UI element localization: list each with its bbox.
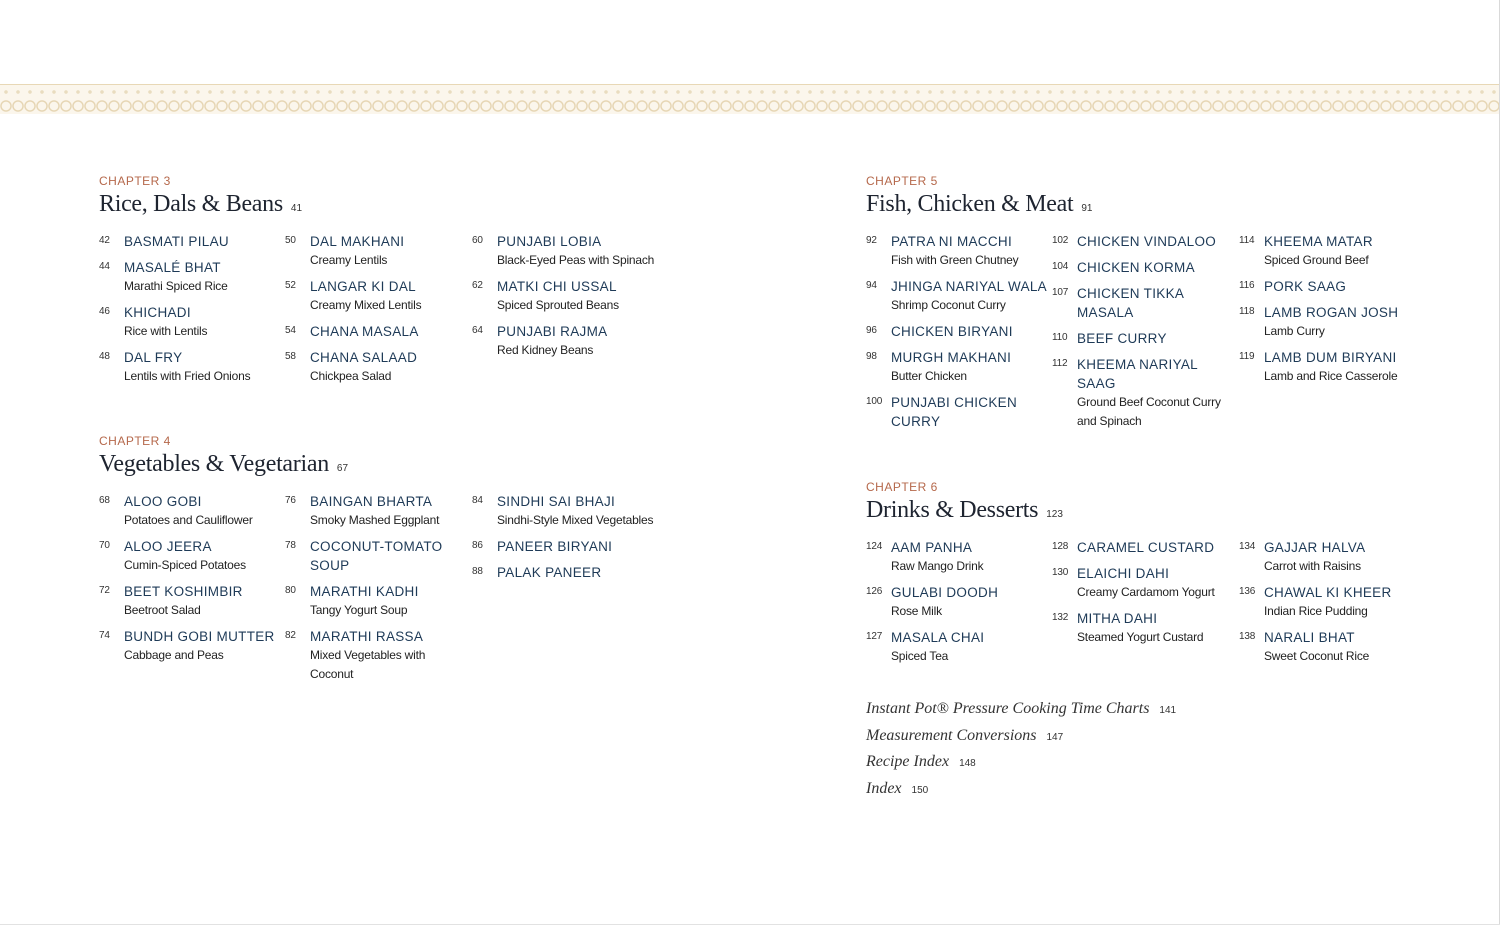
recipe-name: ALOO JEERA — [124, 539, 212, 554]
chapter-page-number: 123 — [1046, 509, 1063, 520]
recipe-entry[interactable] — [99, 258, 285, 296]
recipe-subtitle: Potatoes and Cauliflower — [124, 513, 253, 527]
recipe-name: BASMATI PILAU — [124, 234, 229, 249]
recipe-entry[interactable] — [1239, 628, 1425, 666]
chapter-page-number: 67 — [336, 463, 349, 474]
chapter-label: CHAPTER 6 — [866, 480, 938, 494]
recipe-subtitle: Creamy Lentils — [310, 253, 388, 267]
recipe-entry[interactable] — [866, 538, 1052, 576]
recipe-page-number: 62 — [472, 280, 483, 291]
recipe-page-number: 72 — [99, 585, 110, 596]
recipe-entry[interactable] — [285, 537, 471, 575]
recipe-subtitle: Rice with Lentils — [124, 324, 208, 338]
recipe-entry[interactable] — [1052, 284, 1238, 322]
recipe-name: BUNDH GOBI MUTTER — [124, 629, 275, 644]
recipe-entry[interactable] — [1052, 538, 1238, 557]
recipe-name: ELAICHI DAHI — [1077, 566, 1170, 581]
recipe-entry[interactable] — [866, 277, 1052, 315]
recipe-entry[interactable] — [1052, 609, 1238, 647]
appendix-page-number: 141 — [1159, 705, 1177, 716]
recipe-page-number: 64 — [472, 325, 483, 336]
recipe-name: COCONUT-TOMATO SOUP — [310, 539, 443, 573]
appendix-entry[interactable] — [866, 727, 1176, 754]
recipe-subtitle: Chickpea Salad — [310, 369, 392, 383]
recipe-subtitle: Marathi Spiced Rice — [124, 279, 228, 293]
recipe-subtitle: Raw Mango Drink — [891, 559, 984, 573]
recipe-name: MITHA DAHI — [1077, 611, 1158, 626]
recipe-page-number: 102 — [1052, 235, 1069, 246]
recipe-column — [1052, 232, 1238, 438]
recipe-name: DAL FRY — [124, 350, 183, 365]
recipe-page-number: 76 — [285, 495, 296, 506]
recipe-page-number: 68 — [99, 495, 110, 506]
recipe-page-number: 124 — [866, 541, 883, 552]
chapter-title: Fish, Chicken & Meat — [866, 191, 1074, 217]
recipe-name: BAINGAN BHARTA — [310, 494, 433, 509]
chapter-page-number: 91 — [1081, 203, 1093, 214]
recipe-entry[interactable] — [99, 303, 285, 341]
recipe-subtitle: Spiced Tea — [891, 649, 949, 663]
recipe-name: JHINGA NARIYAL WALA — [891, 279, 1047, 294]
recipe-column — [472, 232, 658, 367]
recipe-name: MASALÉ BHAT — [124, 260, 221, 275]
recipe-name: DAL MAKHANI — [310, 234, 405, 249]
recipe-page-number: 100 — [866, 396, 883, 407]
chapter-label: CHAPTER 3 — [99, 174, 171, 188]
appendix-entry[interactable] — [866, 700, 1176, 727]
recipe-page-number: 118 — [1239, 306, 1255, 317]
recipe-subtitle: Cumin-Spiced Potatoes — [124, 558, 246, 572]
recipe-entry[interactable] — [1239, 303, 1425, 341]
appendix-entry[interactable] — [866, 780, 1176, 807]
recipe-name: CHAWAL KI KHEER — [1264, 585, 1392, 600]
recipe-page-number: 58 — [285, 351, 296, 362]
appendix-page-number: 148 — [959, 758, 976, 769]
recipe-page-number: 74 — [99, 630, 110, 641]
recipe-name: MARATHI RASSA — [310, 629, 424, 644]
recipe-entry[interactable] — [472, 563, 658, 582]
recipe-page-number: 46 — [99, 306, 110, 317]
appendix-title: Index — [866, 779, 902, 797]
recipe-subtitle: Ground Beef Coconut Curry and Spinach — [1077, 395, 1221, 428]
recipe-page-number: 126 — [866, 586, 883, 597]
recipe-page-number: 138 — [1239, 631, 1256, 642]
recipe-column — [866, 538, 1052, 673]
chapter-block — [866, 174, 1426, 429]
recipe-page-number: 134 — [1239, 541, 1256, 552]
recipe-entry[interactable] — [1239, 348, 1425, 386]
recipe-page-number: 54 — [285, 325, 296, 336]
recipe-page-number: 42 — [99, 235, 110, 246]
recipe-page-number: 52 — [285, 280, 296, 291]
appendix-entry[interactable] — [866, 753, 1176, 780]
recipe-name: CHICKEN VINDALOO — [1077, 234, 1217, 249]
recipe-page-number: 114 — [1239, 235, 1255, 246]
recipe-entry[interactable] — [99, 232, 285, 251]
recipe-subtitle: Lamb and Rice Casserole — [1264, 369, 1398, 383]
recipe-name: BEET KOSHIMBIR — [124, 584, 243, 599]
chapter-title: Drinks & Desserts — [866, 497, 1039, 523]
recipe-page-number: 130 — [1052, 567, 1069, 578]
recipe-subtitle: Spiced Sprouted Beans — [497, 298, 619, 312]
recipe-page-number: 110 — [1052, 332, 1068, 343]
recipe-entry[interactable] — [1239, 277, 1425, 296]
recipe-entry[interactable] — [1052, 355, 1238, 431]
recipe-subtitle: Black-Eyed Peas with Spinach — [497, 253, 655, 267]
recipe-column — [285, 232, 471, 393]
recipe-entry[interactable] — [866, 583, 1052, 621]
recipe-name: MARATHI KADHI — [310, 584, 419, 599]
recipe-name: CHICKEN BIRYANI — [891, 324, 1013, 339]
recipe-column — [99, 232, 285, 393]
recipe-name: GAJJAR HALVA — [1264, 540, 1366, 555]
decorative-lace-border — [0, 84, 1500, 114]
recipe-name: CHANA MASALA — [310, 324, 419, 339]
recipe-page-number: 78 — [285, 540, 296, 551]
recipe-subtitle: Steamed Yogurt Custard — [1077, 630, 1204, 644]
recipe-subtitle: Carrot with Raisins — [1264, 559, 1361, 573]
recipe-entry[interactable] — [866, 628, 1052, 666]
chapter-block — [99, 434, 659, 681]
recipe-page-number: 94 — [866, 280, 877, 291]
recipe-subtitle: Rose Milk — [891, 604, 942, 618]
recipe-page-number: 86 — [472, 540, 483, 551]
recipe-entry[interactable] — [285, 348, 471, 386]
recipe-subtitle: Sindhi-Style Mixed Vegetables — [497, 513, 654, 527]
recipe-page-number: 119 — [1239, 351, 1255, 362]
recipe-entry[interactable] — [1052, 329, 1238, 348]
recipe-name: PANEER BIRYANI — [497, 539, 613, 554]
recipe-entry[interactable] — [285, 627, 471, 684]
recipe-page-number: 127 — [866, 631, 883, 642]
appendix-title: Recipe Index — [866, 753, 950, 770]
recipe-entry[interactable] — [99, 492, 285, 530]
recipe-column — [866, 232, 1052, 438]
recipe-column — [1239, 538, 1425, 673]
chapter-label: CHAPTER 4 — [99, 434, 171, 448]
recipe-page-number: 98 — [866, 351, 877, 362]
recipe-page-number: 80 — [285, 585, 296, 596]
recipe-page-number: 88 — [472, 566, 483, 577]
recipe-column — [285, 492, 471, 691]
recipe-name: PATRA NI MACCHI — [891, 234, 1013, 249]
recipe-entry[interactable] — [472, 492, 658, 530]
recipe-page-number: 104 — [1052, 261, 1069, 272]
recipe-entry[interactable] — [1052, 232, 1238, 251]
recipe-subtitle: Shrimp Coconut Curry — [891, 298, 1006, 312]
recipe-name: NARALI BHAT — [1264, 630, 1355, 645]
recipe-subtitle: Lentils with Fried Onions — [124, 369, 251, 383]
recipe-subtitle: Lamb Curry — [1264, 324, 1325, 338]
recipe-subtitle: Indian Rice Pudding — [1264, 604, 1368, 618]
recipe-name: PALAK PANEER — [497, 565, 602, 580]
recipe-page-number: 48 — [99, 351, 110, 362]
appendix-title: Instant Pot® Pressure Cooking Time Charts — [866, 700, 1150, 717]
recipe-entry[interactable] — [866, 232, 1052, 270]
recipe-name: PUNJABI LOBIA — [497, 234, 602, 249]
recipe-subtitle: Beetroot Salad — [124, 603, 201, 617]
chapter-heading[interactable] — [866, 497, 1426, 527]
chapter-block — [866, 480, 1426, 663]
recipe-name: SINDHI SAI BHAJI — [497, 494, 616, 509]
recipe-entry[interactable] — [285, 277, 471, 315]
recipe-name: KHEEMA MATAR — [1264, 234, 1373, 249]
recipe-column — [1239, 232, 1425, 393]
recipe-name: MATKI CHI USSAL — [497, 279, 617, 294]
recipe-subtitle: Fish with Green Chutney — [891, 253, 1019, 267]
recipe-page-number: 112 — [1052, 358, 1068, 369]
recipe-name: CHANA SALAAD — [310, 350, 418, 365]
recipe-entry[interactable] — [99, 537, 285, 575]
recipe-name: PUNJABI CHICKEN CURRY — [891, 395, 1018, 429]
appendix-title: Measurement Conversions — [866, 726, 1037, 744]
recipe-page-number: 82 — [285, 630, 296, 641]
recipe-name: KHICHADI — [124, 305, 191, 320]
recipe-entry[interactable] — [472, 322, 658, 360]
recipe-subtitle: Smoky Mashed Eggplant — [310, 513, 440, 527]
chapter-label: CHAPTER 5 — [866, 174, 938, 188]
recipe-page-number: 60 — [472, 235, 483, 246]
recipe-entry[interactable] — [472, 232, 658, 270]
recipe-entry[interactable] — [1239, 583, 1425, 621]
recipe-column — [99, 492, 285, 672]
recipe-page-number: 136 — [1239, 586, 1256, 597]
recipe-page-number: 50 — [285, 235, 296, 246]
recipe-entry[interactable] — [285, 322, 471, 341]
recipe-column — [1052, 538, 1238, 654]
recipe-page-number: 92 — [866, 235, 877, 246]
chapter-title: Vegetables & Vegetarian — [99, 451, 329, 477]
recipe-subtitle: Butter Chicken — [891, 369, 967, 383]
recipe-entry[interactable] — [1239, 232, 1425, 270]
recipe-name: KHEEMA NARIYAL SAAG — [1077, 357, 1198, 391]
recipe-subtitle: Sweet Coconut Rice — [1264, 649, 1370, 663]
recipe-subtitle: Creamy Mixed Lentils — [310, 298, 422, 312]
recipe-subtitle: Tangy Yogurt Soup — [310, 603, 408, 617]
chapter-page-number: 41 — [290, 203, 303, 214]
recipe-entry[interactable] — [1052, 564, 1238, 602]
recipe-name: CHICKEN KORMA — [1077, 260, 1195, 275]
recipe-subtitle: Mixed Vegetables with Coconut — [310, 648, 426, 681]
recipe-entry[interactable] — [1239, 538, 1425, 576]
recipe-name: MURGH MAKHANI — [891, 350, 1012, 365]
recipe-name: CARAMEL CUSTARD — [1077, 540, 1215, 555]
recipe-name: ALOO GOBI — [124, 494, 202, 509]
recipe-name: GULABI DOODH — [891, 585, 999, 600]
recipe-page-number: 128 — [1052, 541, 1069, 552]
appendix-list — [866, 700, 1176, 806]
recipe-name: BEEF CURRY — [1077, 331, 1167, 346]
recipe-name: PUNJABI RAJMA — [497, 324, 608, 339]
appendix-page-number: 150 — [911, 784, 929, 796]
recipe-name: LAMB DUM BIRYANI — [1264, 350, 1397, 365]
recipe-page-number: 70 — [99, 540, 110, 551]
appendix-page-number: 147 — [1046, 731, 1064, 743]
recipe-entry[interactable] — [866, 393, 1052, 431]
recipe-name: AAM PANHA — [891, 540, 973, 555]
recipe-subtitle: Red Kidney Beans — [497, 343, 594, 357]
recipe-entry[interactable] — [285, 582, 471, 620]
chapter-heading[interactable] — [866, 191, 1426, 221]
chapter-heading[interactable] — [99, 191, 659, 221]
recipe-subtitle: Creamy Cardamom Yogurt — [1077, 585, 1215, 599]
recipe-entry[interactable] — [1052, 258, 1238, 277]
recipe-entry[interactable] — [866, 322, 1052, 341]
recipe-name: LAMB ROGAN JOSH — [1264, 305, 1399, 320]
recipe-name: CHICKEN TIKKA MASALA — [1077, 286, 1184, 320]
recipe-column — [472, 492, 658, 589]
recipe-page-number: 107 — [1052, 287, 1069, 298]
recipe-entry[interactable] — [99, 582, 285, 620]
recipe-entry[interactable] — [285, 492, 471, 530]
recipe-page-number: 132 — [1052, 612, 1069, 623]
recipe-name: PORK SAAG — [1264, 279, 1347, 294]
recipe-entry[interactable] — [866, 348, 1052, 386]
chapter-block — [99, 174, 659, 383]
recipe-name: MASALA CHAI — [891, 630, 985, 645]
recipe-page-number: 44 — [99, 261, 110, 272]
recipe-name: LANGAR KI DAL — [310, 279, 416, 294]
recipe-entry[interactable] — [99, 348, 285, 386]
recipe-entry[interactable] — [99, 627, 285, 665]
recipe-entry[interactable] — [285, 232, 471, 270]
chapter-heading[interactable] — [99, 451, 659, 481]
recipe-page-number: 96 — [866, 325, 877, 336]
recipe-page-number: 116 — [1239, 280, 1255, 291]
recipe-entry[interactable] — [472, 537, 658, 556]
recipe-subtitle: Cabbage and Peas — [124, 648, 224, 662]
recipe-entry[interactable] — [472, 277, 658, 315]
recipe-subtitle: Spiced Ground Beef — [1264, 253, 1369, 267]
recipe-page-number: 84 — [472, 495, 483, 506]
chapter-title: Rice, Dals & Beans — [99, 191, 283, 217]
